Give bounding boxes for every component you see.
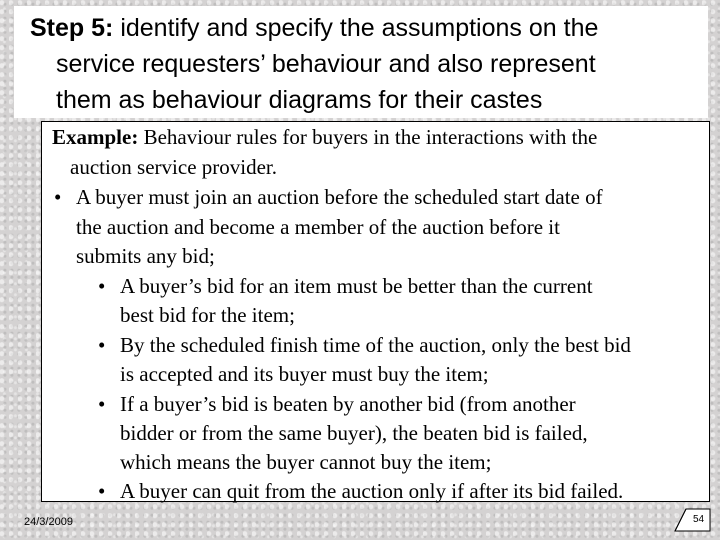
bullet-icon: •	[98, 479, 106, 503]
slide-title	[30, 10, 710, 118]
subrule-1-line-1: A buyer’s bid for an item must be better than the current	[120, 274, 593, 298]
subrule-2-line-1: By the scheduled finish time of the auction, only the best bid	[120, 333, 631, 357]
page-number: 54	[693, 514, 705, 525]
example-text-1: Behaviour rules for buyers in the interactions with the	[143, 125, 598, 149]
subrule-3-line-3: which means the buyer cannot buy the item;	[120, 450, 492, 474]
title-text-1: identify and specify the assumptions on the	[120, 14, 599, 42]
footer-date: 24/3/2009	[24, 516, 73, 528]
rule1-line-3: submits any bid;	[76, 244, 215, 268]
bullet-icon: •	[98, 392, 106, 416]
rule1-line-1: A buyer must join an auction before the scheduled start date of	[76, 185, 603, 209]
subrule-1-line-2: best bid for the item;	[120, 303, 295, 327]
subrule-4-line-1: A buyer can quit from the auction only if after its bid failed.	[120, 479, 624, 503]
subrule-3-line-2: bidder or from the same buyer), the beaten bid is failed,	[120, 421, 588, 445]
content-panel	[41, 121, 710, 502]
bullet-icon: •	[98, 333, 106, 357]
page-corner-icon	[672, 505, 712, 535]
rule1-line-2: the auction and become a member of the auction before it	[76, 215, 560, 239]
example-line-1	[52, 123, 597, 153]
example-line-2: auction service provider.	[70, 155, 278, 179]
bullet-icon: •	[98, 274, 106, 298]
title-line-3: them as behaviour diagrams for their castes	[56, 86, 543, 114]
subrule-2-line-2: is accepted and its buyer must buy the item;	[120, 362, 489, 386]
subrule-3-line-1: If a buyer’s bid is beaten by another bid (from another	[120, 392, 576, 416]
title-line-2: service requesters’ behaviour and also represent	[56, 50, 596, 78]
example-label: Example:	[52, 125, 139, 149]
bullet-icon: •	[54, 185, 62, 209]
title-line-1	[30, 14, 598, 42]
step-label: Step 5:	[30, 14, 114, 42]
